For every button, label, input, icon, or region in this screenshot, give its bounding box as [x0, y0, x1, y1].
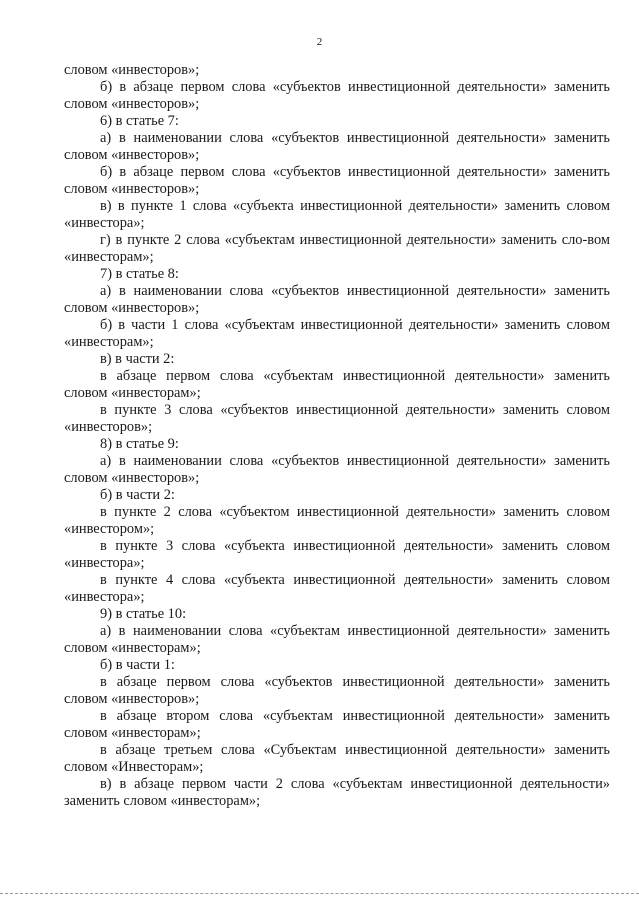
paragraph: 8) в статье 9: — [100, 436, 179, 452]
paragraph: 7) в статье 8: — [100, 266, 179, 282]
paragraph: в пункте 4 слова «субъекта инвестиционной деятельности» заменить словом «инвестора»; — [64, 572, 610, 605]
paragraph: а) в наименовании слова «субъектов инвестиционной деятельности» заменить словом «инвесторов»; — [64, 453, 610, 486]
paragraph: а) в наименовании слова «субъектам инвестиционной деятельности» заменить словом «инвесторам»; — [64, 623, 610, 656]
paragraph: в абзаце втором слова «субъектам инвестиционной деятельности» заменить словом «инвесторам»; — [64, 708, 610, 741]
paragraph: б) в абзаце первом слова «субъектов инвестиционной деятельности» заменить словом «инвесторов»; — [64, 164, 610, 197]
paragraph: в абзаце первом слова «субъектам инвестиционной деятельности» заменить словом «инвесторам»; — [64, 368, 610, 401]
page-number: 2 — [316, 36, 323, 48]
paragraph: г) в пункте 2 слова «субъектам инвестиционной деятельности» заменить сло-вом «инвесторам»; — [64, 232, 610, 265]
paragraph: в) в абзаце первом части 2 слова «субъектам инвестиционной деятельности» заменить словом «инвесторам»; — [64, 776, 610, 809]
paragraph: а) в наименовании слова «субъектов инвестиционной деятельности» заменить словом «инвесторов»; — [64, 130, 610, 163]
paragraph: 9) в статье 10: — [100, 606, 187, 622]
paragraph: в пункте 2 слова «субъектом инвестиционной деятельности» заменить словом «инвестором»; — [64, 504, 610, 537]
paragraph: в пункте 3 слова «субъекта инвестиционной деятельности» заменить словом «инвестора»; — [64, 538, 610, 571]
paragraph: б) в части 1: — [100, 657, 175, 673]
paragraph: в пункте 3 слова «субъектов инвестиционной деятельности» заменить словом «инвесторов»; — [64, 402, 610, 435]
paragraph: б) в абзаце первом слова «субъектов инвестиционной деятельности» заменить словом «инвесторов»; — [64, 79, 610, 112]
paragraph: а) в наименовании слова «субъектов инвестиционной деятельности» заменить словом «инвесторов»; — [64, 283, 610, 316]
paragraph: 6) в статье 7: — [100, 113, 179, 129]
paragraph: в абзаце первом слова «субъектов инвестиционной деятельности» заменить словом «инвесторов»; — [64, 674, 610, 707]
page-bottom-rule — [0, 893, 639, 894]
paragraph: в) в пункте 1 слова «субъекта инвестиционной деятельности» заменить словом «инвестора»; — [64, 198, 610, 231]
paragraph: б) в части 2: — [100, 487, 175, 503]
paragraph: в) в части 2: — [100, 351, 175, 367]
paragraph: в абзаце третьем слова «Субъектам инвестиционной деятельности» заменить словом «Инвесторам»; — [64, 742, 610, 775]
paragraph: словом «инвесторов»; — [64, 62, 200, 78]
paragraph: б) в части 1 слова «субъектам инвестиционной деятельности» заменить словом «инвесторам»; — [64, 317, 610, 350]
document-body — [64, 62, 610, 810]
